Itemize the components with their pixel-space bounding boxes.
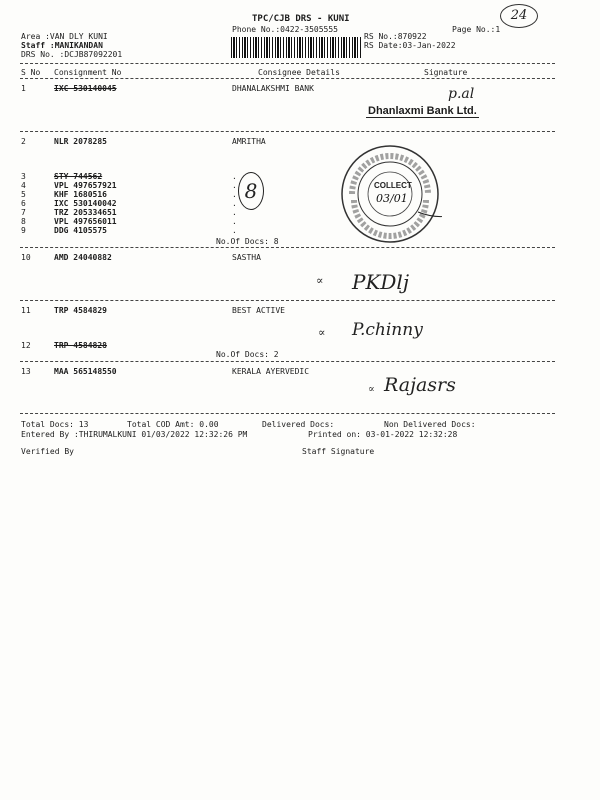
docs-count-group-2: No.Of Docs: 2 bbox=[216, 350, 279, 359]
row-consignment: AMD 24040882 bbox=[54, 253, 112, 262]
phone-number: Phone No.:0422-3505555 bbox=[232, 25, 338, 34]
docs-count-group-1: No.Of Docs: 8 bbox=[216, 237, 279, 246]
row-sno: 12 bbox=[21, 341, 31, 350]
printed-on: Printed on: 03-01-2022 12:32:28 bbox=[308, 430, 458, 439]
stamp-date-text: 03/01 bbox=[376, 192, 408, 205]
area-label: Area :VAN DLY KUNI bbox=[21, 32, 108, 41]
row-consignment: IXC 530140042 bbox=[54, 199, 117, 208]
bank-stamp: Dhanlaxmi Bank Ltd. bbox=[368, 105, 477, 117]
signature-row-10: PKDlj bbox=[352, 270, 410, 294]
handwritten-page-circle: 24 bbox=[500, 4, 538, 28]
staff-label: Staff :MANIKANDAN bbox=[21, 41, 103, 50]
tick-mark: ∝ bbox=[318, 326, 326, 339]
divider bbox=[20, 300, 555, 301]
col-header-signature: Signature bbox=[424, 68, 468, 77]
row-consignee: DHANALAKSHMI BANK bbox=[232, 84, 314, 93]
row-sno: 5 bbox=[21, 190, 26, 199]
row-sno: 8 bbox=[21, 217, 26, 226]
non-delivered-docs: Non Delivered Docs: bbox=[384, 420, 476, 429]
stamp-collect-text: COLLECT bbox=[374, 181, 412, 190]
verified-by: Verified By bbox=[21, 447, 74, 456]
divider bbox=[20, 361, 555, 362]
handwritten-count-circle: 8 bbox=[238, 172, 264, 210]
staff-signature: Staff Signature bbox=[302, 447, 375, 456]
row-sno: 9 bbox=[21, 226, 26, 235]
rs-number: RS No.:870922 bbox=[364, 32, 427, 41]
tick-mark: ∝ bbox=[368, 384, 375, 395]
delivered-docs: Delivered Docs: bbox=[262, 420, 335, 429]
signature-row-11: P.chinny bbox=[352, 320, 423, 340]
row-sno: 11 bbox=[21, 306, 31, 315]
row-consignment: TRP 4584828 bbox=[54, 341, 107, 350]
entered-by: Entered By :THIRUMALKUNI 01/03/2022 12:32:26 PM bbox=[21, 430, 248, 439]
signature-row-1: p.al bbox=[448, 86, 475, 102]
col-header-consignee: Consignee Details bbox=[258, 68, 340, 77]
row-consignee: AMRITHA bbox=[232, 137, 266, 146]
row-sno: 13 bbox=[21, 367, 31, 376]
row-consignee: KERALA AYERVEDIC bbox=[232, 367, 310, 376]
barcode bbox=[231, 37, 361, 58]
row-sno: 2 bbox=[21, 137, 26, 146]
divider bbox=[20, 413, 555, 414]
row-consignment: KHF 1680516 bbox=[54, 190, 107, 199]
document-title: TPC/CJB DRS - KUNI bbox=[252, 14, 350, 24]
divider bbox=[20, 63, 555, 64]
row-consignment: TRP 4584829 bbox=[54, 306, 107, 315]
signature-row-13: Rajasrs bbox=[384, 374, 456, 396]
total-docs: Total Docs: 13 bbox=[21, 420, 89, 429]
total-cod: Total COD Amt: 0.00 bbox=[127, 420, 219, 429]
row-sno: 1 bbox=[21, 84, 26, 93]
row-consignee: SASTHA bbox=[232, 253, 261, 262]
row-consignment: STY 744562 bbox=[54, 172, 103, 181]
row-sno: 7 bbox=[21, 208, 26, 217]
divider bbox=[20, 131, 555, 132]
row-consignment: TRZ 205334651 bbox=[54, 208, 117, 217]
page-number: Page No.:1 bbox=[452, 25, 501, 34]
row-consignment: IXC 530140045 bbox=[54, 84, 117, 93]
row-consignment: NLR 2078285 bbox=[54, 137, 107, 146]
rs-date: RS Date:03-Jan-2022 bbox=[364, 41, 456, 50]
row-sno: 4 bbox=[21, 181, 26, 190]
row-sno: 6 bbox=[21, 199, 26, 208]
divider bbox=[20, 78, 555, 79]
row-consignment: VPL 497656011 bbox=[54, 217, 117, 226]
row-sno: 3 bbox=[21, 172, 26, 181]
dot-markers: . . . . . . . bbox=[232, 172, 237, 235]
drs-number: DRS No. :DCJB87092201 bbox=[21, 50, 123, 59]
row-sno: 10 bbox=[21, 253, 31, 262]
row-consignment: DDG 4105575 bbox=[54, 226, 107, 235]
col-header-sno: S No bbox=[21, 68, 41, 77]
tick-mark: ∝ bbox=[316, 274, 324, 287]
divider bbox=[20, 247, 555, 248]
row-consignment: VPL 497657921 bbox=[54, 181, 117, 190]
row-consignment: MAA 565148550 bbox=[54, 367, 117, 376]
row-consignee: BEST ACTIVE bbox=[232, 306, 285, 315]
col-header-consignment: Consignment No bbox=[54, 68, 122, 77]
seal-stamp bbox=[338, 142, 442, 246]
